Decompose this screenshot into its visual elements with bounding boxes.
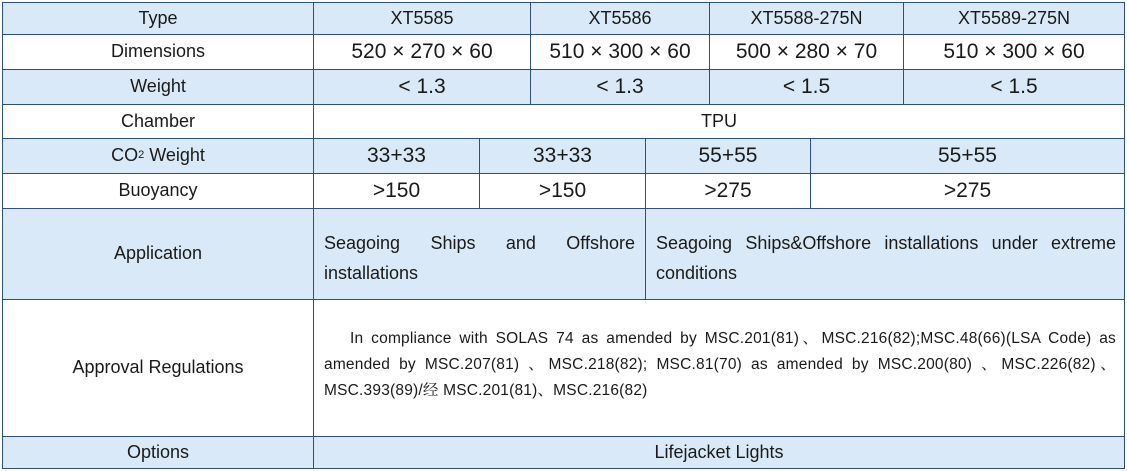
buoyancy-value-3: >275 — [645, 173, 811, 209]
co2-label-suffix: Weight — [144, 145, 205, 166]
buoyancy-value-2: >150 — [479, 173, 646, 209]
buoyancy-value-4: >275 — [810, 173, 1125, 209]
options-label: Options — [2, 436, 314, 469]
approval-value — [313, 299, 1125, 437]
dimensions-value-2: 510 × 300 × 60 — [530, 34, 710, 70]
weight-value-3: < 1.5 — [709, 69, 904, 105]
approval-text: In compliance with SOLAS 74 as amended by MSC.201(81)、MSC.216(82);MSC.48(66)(LSA Code) as amended by MSC.207(81) 、MSC.218(82); MSC.81(70) as amended by MSC.200(80) 、MSC.226(82)、MSC.393(89)/经 MSC.201(81)、MSC.216(82) — [324, 330, 1116, 399]
dimensions-value-3: 500 × 280 × 70 — [709, 34, 904, 70]
approval-label: Approval Regulations — [2, 299, 314, 437]
co2-weight-value-3: 55+55 — [645, 138, 811, 174]
weight-value-1: < 1.3 — [313, 69, 531, 105]
chamber-label: Chamber — [2, 104, 314, 139]
co2-weight-label — [2, 138, 314, 174]
co2-weight-value-2: 33+33 — [479, 138, 646, 174]
buoyancy-label: Buoyancy — [2, 173, 314, 209]
application-value-1: Seagoing Ships and Offshore installations — [313, 208, 646, 300]
dimensions-label: Dimensions — [2, 34, 314, 70]
co2-weight-value-1: 33+33 — [313, 138, 480, 174]
weight-label: Weight — [2, 69, 314, 105]
co2-weight-value-4: 55+55 — [810, 138, 1125, 174]
dimensions-value-1: 520 × 270 × 60 — [313, 34, 531, 70]
co2-label-prefix: CO — [111, 145, 139, 166]
type-model-4: XT5589-275N — [903, 2, 1125, 35]
weight-value-2: < 1.3 — [530, 69, 710, 105]
weight-value-4: < 1.5 — [903, 69, 1125, 105]
application-value-2: Seagoing Ships&Offshore installations under extreme conditions — [645, 208, 1125, 300]
type-model-1: XT5585 — [313, 2, 531, 35]
options-value: Lifejacket Lights — [313, 436, 1125, 469]
buoyancy-value-1: >150 — [313, 173, 480, 209]
type-model-3: XT5588-275N — [709, 2, 904, 35]
type-model-2: XT5586 — [530, 2, 710, 35]
chamber-value: TPU — [313, 104, 1125, 139]
type-label: Type — [2, 2, 314, 35]
co2-label-subscript: 2 — [138, 149, 145, 162]
application-label: Application — [2, 208, 314, 300]
dimensions-value-4: 510 × 300 × 60 — [903, 34, 1125, 70]
